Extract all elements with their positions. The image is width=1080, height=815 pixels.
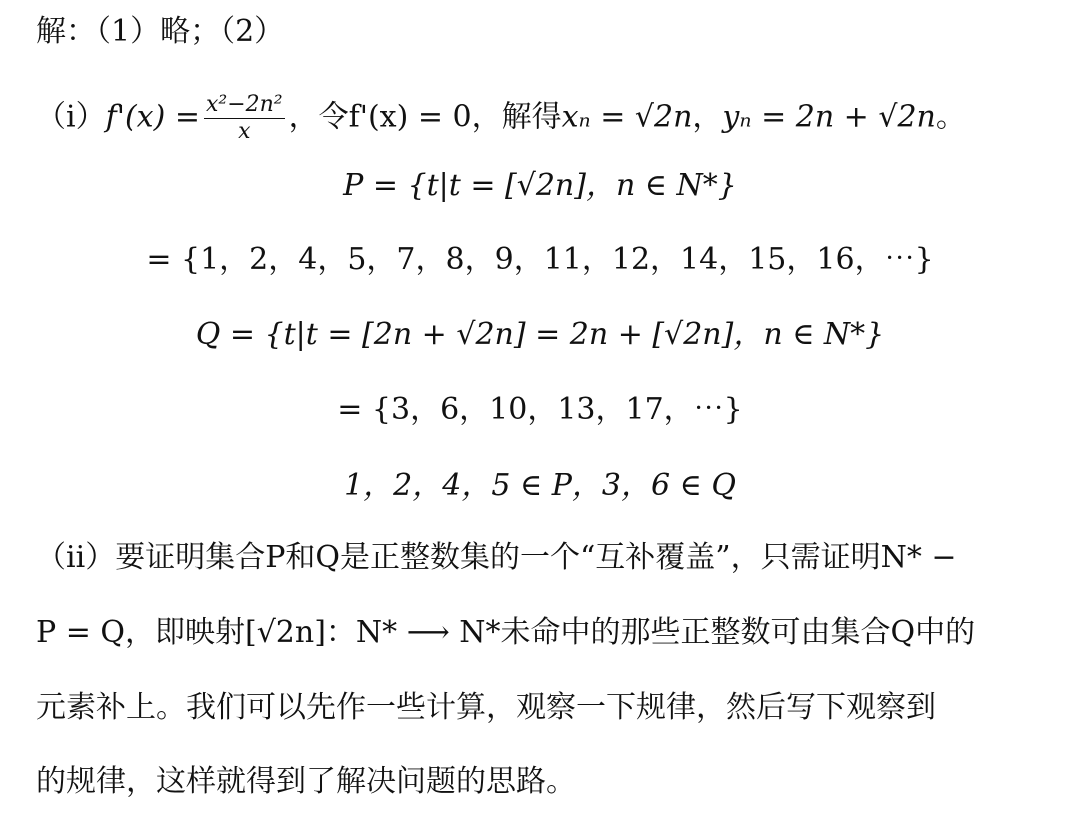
- paragraph-line-1: （ii）要证明集合P和Q是正整数集的一个“互补覆盖”，只需证明N* −: [36, 540, 957, 575]
- derivative-lhs: f'(x) =: [105, 99, 200, 135]
- fraction-denominator: x: [238, 119, 251, 144]
- comma-separator: ，: [692, 99, 723, 135]
- line-end-period: 。: [935, 99, 966, 135]
- set-q-elements: = {3，6，10，13，17，⋯}: [337, 392, 743, 427]
- fraction-numerator: x²−2n²: [205, 92, 283, 117]
- part-i-label: （i）: [36, 99, 106, 135]
- solution-heading: 解：（1）略；（2）: [36, 14, 285, 49]
- paragraph-line-4: 的规律，这样就得到了解决问题的思路。: [36, 764, 576, 799]
- membership-line: 1，2，4，5 ∈ P，3，6 ∈ Q: [344, 468, 736, 503]
- paragraph-line-2: P = Q，即映射[√2n]：N* ⟶ N*未命中的那些正整数可由集合Q中的: [36, 615, 976, 650]
- set-p-definition: P = {t|t = [√2n]，n ∈ N*}: [343, 168, 737, 203]
- set-q-definition: Q = {t|t = [2n + √2n] = 2n + [√2n]，n ∈ N*}: [195, 317, 885, 352]
- derivative-fraction: [204, 92, 285, 145]
- derivative-line: [36, 92, 1080, 145]
- derivative-mid-text: ，令f'(x) = 0，解得: [288, 99, 562, 135]
- paragraph-line-3: 元素补上。我们可以先作一些计算，观察一下规律，然后写下观察到: [36, 690, 936, 725]
- yn-expression: yₙ = 2n + √2n: [722, 99, 936, 135]
- set-p-elements: = {1，2，4，5，7，8，9，11，12，14，15，16，⋯}: [146, 242, 934, 277]
- xn-expression: xₙ = √2n: [561, 99, 693, 135]
